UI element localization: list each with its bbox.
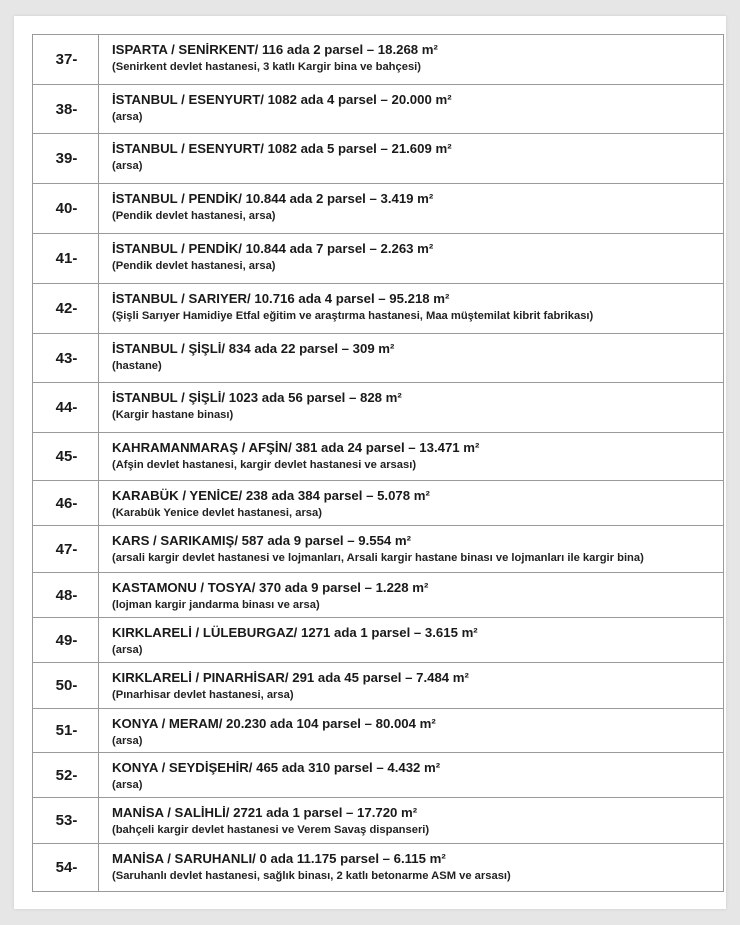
row-content	[99, 663, 723, 708]
parcel-title: KIRKLARELİ / PINARHİSAR/ 291 ada 45 parsel – 7.484 m²	[112, 670, 469, 685]
row-number: 54-	[33, 844, 99, 891]
parcel-description: (Senirkent devlet hastanesi, 3 katlı Kargir bina ve bahçesi)	[112, 61, 422, 73]
row-content	[99, 753, 723, 797]
parcel-title: ISPARTA / SENİRKENT/ 116 ada 2 parsel – 18.268 m²	[112, 42, 438, 57]
row-number: 47-	[33, 526, 99, 572]
row-number: 37-	[33, 35, 99, 84]
parcel-title: KAHRAMANMARAŞ / AFŞİN/ 381 ada 24 parsel – 13.471 m²	[112, 440, 480, 455]
parcel-title: İSTANBUL / SARIYER/ 10.716 ada 4 parsel – 95.218 m²	[112, 291, 450, 306]
row-content	[99, 526, 723, 572]
row-content	[99, 284, 723, 333]
row-number: 49-	[33, 618, 99, 662]
parcel-title: İSTANBUL / PENDİK/ 10.844 ada 2 parsel – 3.419 m²	[112, 191, 434, 206]
row-content	[99, 844, 723, 891]
row-content	[99, 481, 723, 525]
parcel-title: İSTANBUL / ESENYURT/ 1082 ada 4 parsel – 20.000 m²	[112, 92, 452, 107]
table-row	[32, 433, 724, 481]
parcel-description: (hastane)	[112, 360, 162, 372]
parcel-description: (Kargir hastane binası)	[112, 409, 234, 421]
table-row	[32, 753, 724, 798]
parcel-description: (Pınarhisar devlet hastanesi, arsa)	[112, 689, 294, 701]
parcel-description: (Pendik devlet hastanesi, arsa)	[112, 210, 276, 222]
parcel-description: (arsa)	[112, 160, 143, 172]
row-number: 44-	[33, 383, 99, 432]
row-content	[99, 234, 723, 283]
row-number: 43-	[33, 334, 99, 382]
parcel-title: KONYA / SEYDİŞEHİR/ 465 ada 310 parsel – 4.432 m²	[112, 760, 441, 775]
parcel-title: İSTANBUL / ŞİŞLİ/ 1023 ada 56 parsel – 828 m²	[112, 390, 402, 405]
parcel-title: KARABÜK / YENİCE/ 238 ada 384 parsel – 5.078 m²	[112, 488, 430, 503]
parcel-description: (arsa)	[112, 644, 143, 656]
row-content	[99, 433, 723, 480]
row-number: 40-	[33, 184, 99, 233]
row-content	[99, 184, 723, 233]
table-row	[32, 284, 724, 334]
property-table	[32, 34, 724, 892]
parcel-description: (Karabük Yenice devlet hastanesi, arsa)	[112, 507, 322, 519]
row-content	[99, 383, 723, 432]
table-row	[32, 35, 724, 85]
table-row	[32, 383, 724, 433]
parcel-description: (arsa)	[112, 779, 143, 791]
row-content	[99, 618, 723, 662]
parcel-description: (arsa)	[112, 735, 143, 747]
row-number: 52-	[33, 753, 99, 797]
row-content	[99, 134, 723, 183]
table-row	[32, 334, 724, 383]
table-row	[32, 798, 724, 844]
document-page	[14, 16, 726, 909]
row-number: 38-	[33, 85, 99, 133]
row-number: 42-	[33, 284, 99, 333]
row-number: 48-	[33, 573, 99, 617]
parcel-description: (Saruhanlı devlet hastanesi, sağlık binası, 2 katlı betonarme ASM ve arsası)	[112, 870, 511, 882]
table-row	[32, 134, 724, 184]
parcel-description: (lojman kargir jandarma binası ve arsa)	[112, 599, 320, 611]
parcel-title: MANİSA / SARUHANLI/ 0 ada 11.175 parsel – 6.115 m²	[112, 851, 446, 866]
row-content	[99, 334, 723, 382]
parcel-description: (Afşin devlet hastanesi, kargir devlet hastanesi ve arsası)	[112, 459, 417, 471]
parcel-description: (Şişli Sarıyer Hamidiye Etfal eğitim ve araştırma hastanesi, Maa müştemilat kibrit fabrikası)	[112, 310, 594, 322]
parcel-title: KASTAMONU / TOSYA/ 370 ada 9 parsel – 1.228 m²	[112, 580, 429, 595]
table-row	[32, 234, 724, 284]
parcel-title: İSTANBUL / ŞİŞLİ/ 834 ada 22 parsel – 309 m²	[112, 341, 395, 356]
table-row	[32, 663, 724, 709]
row-number: 45-	[33, 433, 99, 480]
row-number: 53-	[33, 798, 99, 843]
parcel-title: KARS / SARIKAMIŞ/ 587 ada 9 parsel – 9.554 m²	[112, 533, 412, 548]
row-content	[99, 709, 723, 752]
table-row	[32, 618, 724, 663]
row-number: 39-	[33, 134, 99, 183]
parcel-description: (bahçeli kargir devlet hastanesi ve Verem Savaş dispanseri)	[112, 824, 430, 836]
row-content	[99, 798, 723, 843]
row-content	[99, 573, 723, 617]
parcel-title: KONYA / MERAM/ 20.230 ada 104 parsel – 80.004 m²	[112, 716, 436, 731]
parcel-title: MANİSA / SALİHLİ/ 2721 ada 1 parsel – 17.720 m²	[112, 805, 418, 820]
row-content	[99, 35, 723, 84]
table-row	[32, 526, 724, 573]
table-row	[32, 709, 724, 753]
table-row	[32, 85, 724, 134]
table-row	[32, 573, 724, 618]
row-number: 51-	[33, 709, 99, 752]
parcel-title: KIRKLARELİ / LÜLEBURGAZ/ 1271 ada 1 parsel – 3.615 m²	[112, 625, 478, 640]
parcel-title: İSTANBUL / PENDİK/ 10.844 ada 7 parsel – 2.263 m²	[112, 241, 434, 256]
row-number: 46-	[33, 481, 99, 525]
table-row	[32, 844, 724, 892]
row-number: 41-	[33, 234, 99, 283]
parcel-description: (arsali kargir devlet hastanesi ve lojmanları, Arsali kargir hastane binası ve lojmanları ile kargir bina)	[112, 552, 644, 564]
table-row	[32, 481, 724, 526]
parcel-title: İSTANBUL / ESENYURT/ 1082 ada 5 parsel – 21.609 m²	[112, 141, 452, 156]
parcel-description: (arsa)	[112, 111, 143, 123]
table-row	[32, 184, 724, 234]
row-content	[99, 85, 723, 133]
parcel-description: (Pendik devlet hastanesi, arsa)	[112, 260, 276, 272]
row-number: 50-	[33, 663, 99, 708]
